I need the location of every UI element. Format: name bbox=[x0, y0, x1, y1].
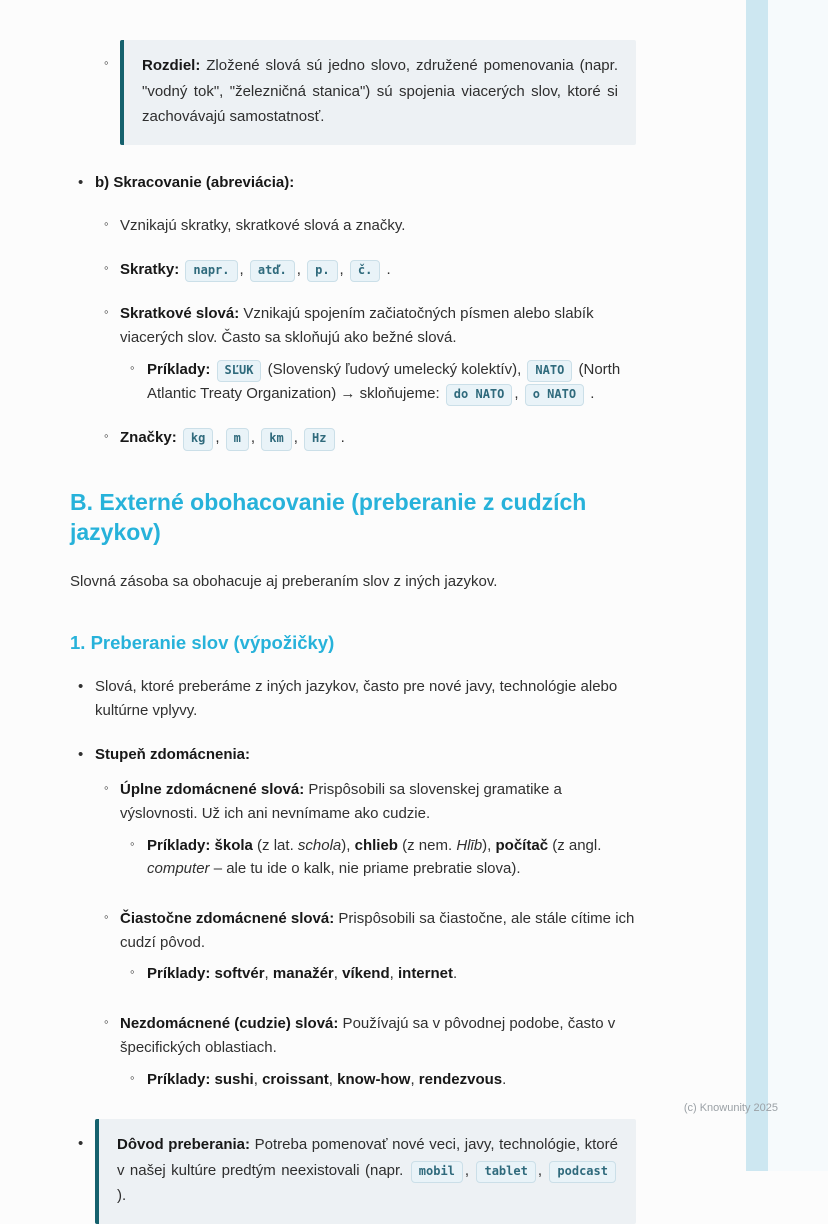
chip-separator: , bbox=[250, 429, 260, 447]
list-item-text bbox=[147, 1068, 636, 1092]
list-item-uplne bbox=[70, 778, 636, 825]
code-chip: atď. bbox=[250, 260, 295, 282]
priklady-bold: internet bbox=[397, 965, 453, 983]
skratky-chip-list bbox=[183, 261, 382, 278]
code-chip: NATO bbox=[527, 360, 572, 382]
watermark: (c) Knowunity 2025 bbox=[683, 1102, 778, 1114]
priklady-text: . bbox=[502, 1070, 507, 1088]
stupen-label: Stupeň zdomácnenia: bbox=[95, 745, 251, 763]
callout-rozdiel bbox=[120, 40, 636, 145]
znacky-chip-list bbox=[181, 429, 337, 446]
skratkove-text: Vznikajú spojením začiatočných písmen alebo slabík viacerých slov. Často sa skloňujú ako bežné slová. bbox=[120, 305, 594, 346]
bullet-marker: • bbox=[78, 173, 84, 191]
priklady-bold: manažér bbox=[272, 965, 334, 983]
list-item-skratky bbox=[70, 258, 636, 282]
code-chip: kg bbox=[183, 428, 213, 450]
bullet-marker: ◦ bbox=[104, 780, 109, 796]
list-item-text bbox=[120, 778, 636, 825]
chip-separator: , bbox=[293, 429, 303, 447]
priklady-text: ), bbox=[341, 836, 355, 854]
list-item-priklady-uplne bbox=[70, 834, 636, 881]
priklady-text: , bbox=[333, 965, 343, 983]
list-item-text bbox=[120, 907, 636, 954]
nezdomacnene-label: Nezdomácnené (cudzie) slová: bbox=[120, 1015, 339, 1033]
priklady-text: , bbox=[253, 1070, 263, 1088]
priklady-text: (z nem. bbox=[397, 836, 457, 854]
priklady-bold: know-how bbox=[337, 1070, 411, 1088]
section-heading-b: B. Externé obohacovanie (preberanie z cudzích jazykov) bbox=[70, 488, 587, 546]
section-intro: Slovná zásoba sa obohacuje aj preberaním slov z iných jazykov. bbox=[70, 572, 498, 590]
priklady-text: , bbox=[389, 965, 398, 983]
list-item-text: Vznikajú skratky, skratkové slová a značky. bbox=[120, 217, 406, 235]
chip-separator: , bbox=[339, 260, 348, 278]
nezdomacnene-text: Používajú sa v pôvodnej podobe, často v špecifických oblastiach. bbox=[120, 1015, 616, 1056]
chip-separator: , bbox=[239, 260, 248, 278]
priklady-bold: Príklady: škola bbox=[147, 836, 253, 854]
list-item-skracovanie bbox=[70, 171, 636, 195]
priklady-italic: Hlīb bbox=[456, 836, 483, 854]
bullet-marker: ◦ bbox=[130, 1069, 135, 1085]
priklady-text: ), bbox=[482, 836, 496, 854]
dovod-chip-list bbox=[409, 1162, 618, 1179]
callout-label: Dôvod preberania: bbox=[117, 1136, 250, 1154]
skratkove-label: Skratkové slová: bbox=[120, 305, 240, 323]
list-item-text bbox=[120, 1012, 636, 1059]
chip-separator: , bbox=[215, 429, 224, 447]
list-item-ciastocne bbox=[70, 907, 636, 954]
bullet-marker: ◦ bbox=[104, 1014, 109, 1030]
bullet-marker: • bbox=[78, 678, 84, 696]
list-item-priklady-ciastocne bbox=[70, 962, 636, 986]
priklady-text: , bbox=[328, 1070, 338, 1088]
priklady-italic: computer bbox=[147, 860, 210, 878]
code-chip: č. bbox=[350, 260, 380, 282]
chip-separator: , bbox=[296, 260, 306, 278]
list-item-text bbox=[147, 962, 636, 986]
callout-text: Potreba pomenovať nové veci, javy, technológie, ktoré v našej kultúre predtým neexistovali (napr. bbox=[117, 1136, 618, 1179]
code-chip: km bbox=[261, 428, 291, 450]
priklady-bold: rendezvous bbox=[418, 1070, 503, 1088]
list-item-text: Slová, ktoré preberáme z iných jazykov, často pre nové javy, technológie alebo kultúrne vplyvy. bbox=[95, 678, 618, 719]
priklady-bold: croissant bbox=[262, 1070, 329, 1088]
priklady-text: . bbox=[453, 965, 458, 983]
priklady-text: , bbox=[264, 965, 273, 983]
code-chip: Hz bbox=[304, 428, 334, 450]
list-item-priklady-nezdomacnene bbox=[70, 1068, 636, 1092]
skratky-label: Skratky: bbox=[120, 260, 180, 278]
bullet-marker: ◦ bbox=[104, 909, 109, 925]
znacky-label: Značky: bbox=[120, 429, 177, 447]
list-item-text bbox=[120, 258, 636, 282]
code-chip: o NATO bbox=[525, 384, 584, 406]
callout-label: Rozdiel: bbox=[142, 57, 201, 74]
list-item-text bbox=[95, 743, 636, 767]
chip-separator: , bbox=[464, 1161, 475, 1179]
priklady-bold: Príklady: softvér bbox=[147, 965, 265, 983]
ciastocne-label: Čiastočne zdomácnené slová: bbox=[120, 910, 335, 928]
bullet-marker: ◦ bbox=[104, 428, 109, 444]
page-outer-margin bbox=[768, 0, 828, 1171]
chip-separator: , bbox=[537, 1161, 548, 1179]
code-chip: p. bbox=[307, 260, 337, 282]
znacky-tail: . bbox=[336, 429, 345, 447]
skracovanie-title: b) Skracovanie (abreviácia): bbox=[95, 173, 295, 191]
code-chip: do NATO bbox=[446, 384, 513, 406]
list-item-bullet1 bbox=[70, 675, 636, 722]
priklady-text: (z angl. bbox=[548, 836, 602, 854]
priklady-label: Príklady: bbox=[147, 360, 211, 378]
document-content bbox=[70, 0, 636, 1224]
priklady-text: (z lat. bbox=[252, 836, 298, 854]
priklady-bold: chlieb bbox=[354, 836, 398, 854]
bullet-marker: ◦ bbox=[104, 216, 109, 232]
bullet-marker: ◦ bbox=[104, 259, 109, 275]
ciastocne-text: Prispôsobili sa čiastočne, ale stále cítime ich cudzí pôvod. bbox=[120, 910, 635, 951]
bullet-marker: • bbox=[78, 745, 84, 763]
list-item-text bbox=[147, 834, 636, 881]
code-chip: tablet bbox=[476, 1161, 535, 1183]
priklady-bold: víkend bbox=[342, 965, 390, 983]
bullet-marker: ◦ bbox=[104, 55, 109, 70]
bullet-marker: ◦ bbox=[104, 304, 109, 320]
priklady-bold: počítač bbox=[495, 836, 549, 854]
right-edge-strip bbox=[746, 0, 768, 1171]
list-item-stupen bbox=[70, 743, 636, 767]
code-chip: mobil bbox=[411, 1161, 463, 1183]
list-item-callout-rozdiel bbox=[70, 40, 636, 145]
bullet-marker: ◦ bbox=[130, 835, 135, 851]
priklady-text: . bbox=[586, 385, 595, 403]
bullet-marker: ◦ bbox=[130, 964, 135, 980]
priklady-text: – ale tu ide o kalk, nie priame prebratie slova). bbox=[209, 860, 521, 878]
sub-heading-1: 1. Preberanie slov (výpožičky) bbox=[70, 632, 335, 654]
list-item-skratkove-slova bbox=[70, 302, 636, 349]
code-chip: napr. bbox=[185, 260, 237, 282]
bullet-marker: • bbox=[78, 1135, 84, 1153]
callout-text: Zložené slová sú jedno slovo, združené pomenovania (napr. "vodný tok", "železničná stanica") sú spojenia viacerých slov, ktoré si zachovávajú samostatnosť. bbox=[142, 57, 618, 125]
priklady-text: (North Atlantic Treaty Organization) → skloňujeme: bbox=[147, 360, 621, 403]
priklady-text: , bbox=[514, 385, 523, 403]
uplne-label: Úplne zdomácnené slová: bbox=[120, 781, 305, 799]
list-item-nezdomacnene bbox=[70, 1012, 636, 1059]
uplne-text: Prispôsobili sa slovenskej gramatike a výslovnosti. Už ich ani nevnímame ako cudzie. bbox=[120, 781, 562, 823]
list-item-intro bbox=[70, 214, 636, 238]
code-chip: m bbox=[226, 428, 249, 450]
priklady-text: (Slovenský ľudový umelecký kolektív), bbox=[263, 360, 526, 378]
priklady-italic: schola bbox=[297, 836, 342, 854]
list-item-text bbox=[120, 302, 636, 349]
callout-dovod bbox=[95, 1119, 636, 1224]
list-item-text bbox=[95, 171, 636, 195]
priklady-bold: Príklady: sushi bbox=[147, 1070, 254, 1088]
priklady-text: , bbox=[410, 1070, 419, 1088]
code-chip: SĽUK bbox=[217, 360, 262, 382]
list-item-priklady-skratkove bbox=[70, 358, 636, 407]
list-item-znacky bbox=[70, 426, 636, 450]
skratky-tail: . bbox=[382, 260, 391, 278]
bullet-marker: ◦ bbox=[130, 359, 135, 375]
list-item-callout-dovod bbox=[70, 1119, 636, 1224]
list-item-text bbox=[147, 358, 636, 407]
list-item-text bbox=[120, 426, 636, 450]
callout-tail: ). bbox=[117, 1187, 127, 1205]
code-chip: podcast bbox=[549, 1161, 616, 1183]
